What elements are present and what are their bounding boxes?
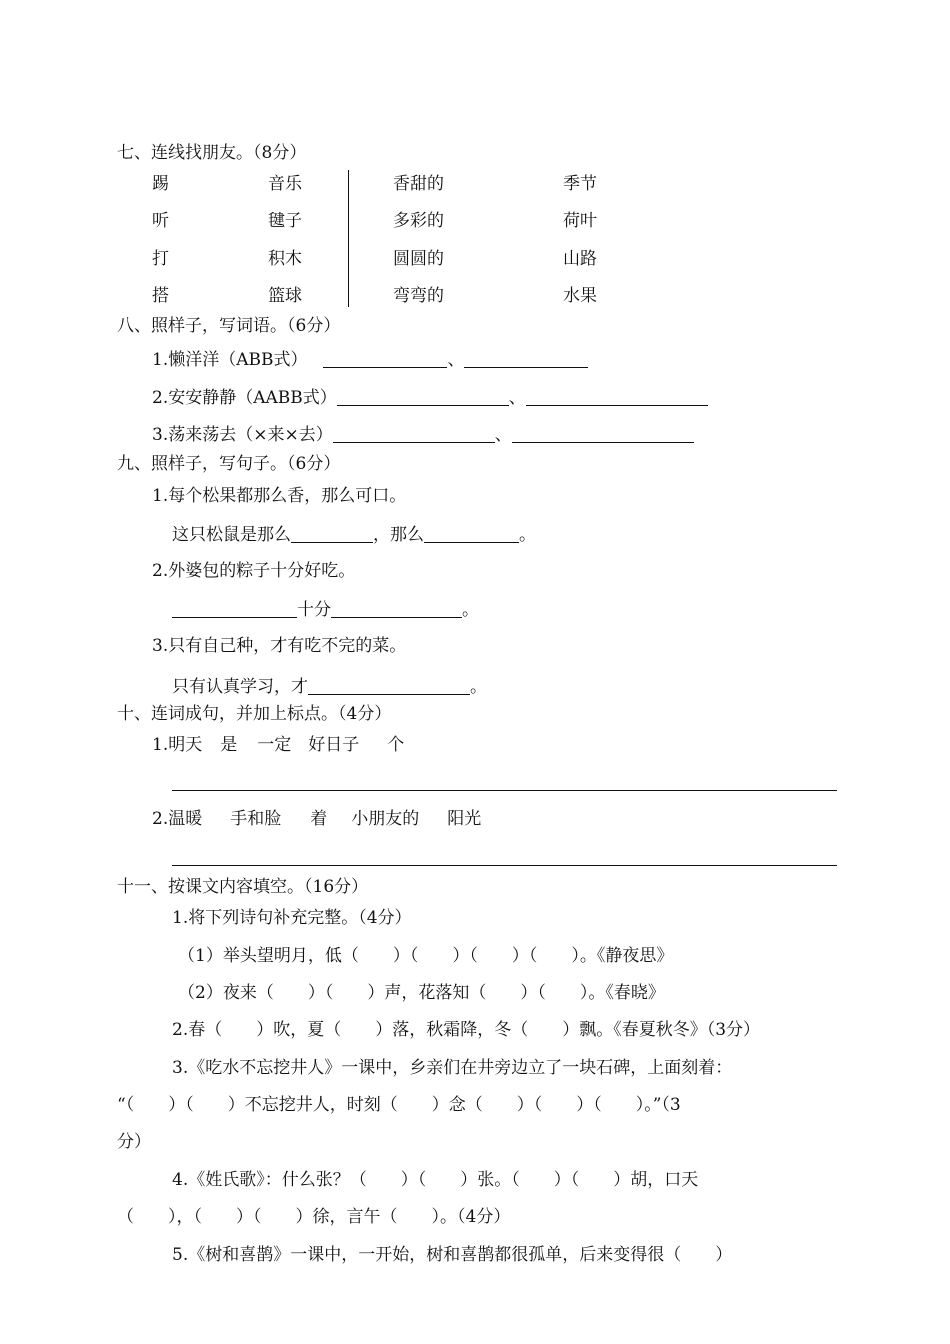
s11-question-3-line-2: “（ ）（ ）不忘挖井人，时刻（ ）念（ ）（ ）（ ）。”（3: [117, 1095, 681, 1115]
column-divider: [348, 170, 349, 307]
s9-a2-middle: 十分: [297, 600, 331, 620]
section-11-title: 十一、按课文内容填空。（16分）: [117, 877, 369, 897]
separator: 、: [508, 388, 526, 408]
answer-blank[interactable]: [337, 388, 509, 406]
s8-question-1: [152, 350, 588, 369]
s9-a1-prefix: 这只松鼠是那么: [172, 525, 291, 545]
word-token: 好日子: [308, 735, 360, 755]
question-number: 2.: [152, 809, 169, 829]
answer-blank[interactable]: [464, 350, 588, 368]
word-token: 温暖: [168, 809, 203, 829]
s9-example-3: 3.只有自己种，才有吃不完的菜。: [152, 636, 407, 656]
section-10-title: 十、连词成句，并加上标点。（4分）: [117, 704, 392, 724]
s9-a1-end: 。: [519, 525, 536, 545]
section-9-title: 九、照样子，写句子。（6分）: [117, 454, 341, 474]
answer-blank[interactable]: [172, 600, 297, 618]
poem-line-2: （2）夜来（ ）（ ）声，花落知（ ）（ ）。《春晓》: [178, 983, 665, 1003]
s11-question-3-line-1: 3.《吃水不忘挖井人》一课中，乡亲们在井旁边立了一块石碑，上面刻着：: [172, 1058, 733, 1078]
word-token: 阳光: [447, 809, 482, 829]
answer-line[interactable]: [172, 865, 837, 866]
s9-example-2: 2.外婆包的粽子十分好吃。: [152, 561, 356, 581]
s8-q2-prompt: 2.安安静静（AABB式）: [152, 388, 337, 408]
s8-question-2: [152, 388, 708, 407]
answer-blank[interactable]: [308, 677, 470, 695]
answer-line[interactable]: [172, 790, 837, 791]
s11-question-4-line-2: （ ），（ ）（ ）徐，言午（ ）。（4分）: [117, 1207, 511, 1227]
answer-blank[interactable]: [323, 350, 447, 368]
poem-line-1: （1）举头望明月，低（ ）（ ）（ ）（ ）。《静夜思》: [178, 946, 674, 966]
section-8-title: 八、照样子，写词语。（6分）: [117, 316, 341, 336]
match-object-3: 积木: [268, 249, 302, 269]
match-object-1: 音乐: [268, 174, 302, 194]
match-adjective-4: 弯弯的: [393, 286, 444, 306]
separator: 、: [494, 425, 512, 445]
s10-question-2: [152, 811, 481, 828]
match-noun-2: 荷叶: [563, 211, 597, 231]
word-token: 着: [310, 809, 328, 829]
match-verb-4: 搭: [152, 286, 169, 306]
word-token: 手和脸: [230, 809, 282, 829]
s8-question-3: [152, 425, 694, 444]
word-token: 是: [220, 735, 238, 755]
answer-blank[interactable]: [526, 388, 708, 406]
s11-question-3-line-3: 分）: [117, 1132, 151, 1152]
match-adjective-3: 圆圆的: [393, 249, 444, 269]
s9-answer-3: [172, 677, 487, 696]
match-object-2: 毽子: [268, 211, 302, 231]
s9-a3-end: 。: [470, 677, 487, 697]
answer-blank[interactable]: [424, 525, 519, 543]
s9-example-1: 1.每个松果都那么香，那么可口。: [152, 486, 407, 506]
s9-a1-middle: ，那么: [373, 525, 424, 545]
s9-answer-2: [172, 600, 479, 619]
answer-blank[interactable]: [291, 525, 373, 543]
s11-question-4-line-1: 4.《姓氏歌》：什么张？（ ）（ ）张。（ ）（ ）胡，口天: [172, 1170, 699, 1190]
s11-question-5: 5.《树和喜鹊》一课中，一开始，树和喜鹊都很孤单，后来变得很（ ）: [172, 1245, 733, 1265]
match-noun-3: 山路: [563, 249, 597, 269]
match-adjective-2: 多彩的: [393, 211, 444, 231]
word-token: 一定: [257, 735, 292, 755]
s9-answer-1: [172, 525, 536, 544]
answer-blank[interactable]: [331, 600, 462, 618]
question-number: 1.: [152, 735, 169, 755]
s8-q3-prompt: 3.荡来荡去（×来×去）: [152, 425, 333, 445]
match-verb-1: 踢: [152, 174, 169, 194]
s9-a2-end: 。: [462, 600, 479, 620]
match-noun-4: 水果: [563, 286, 597, 306]
word-token: 明天: [168, 735, 203, 755]
answer-blank[interactable]: [512, 425, 694, 443]
match-adjective-1: 香甜的: [393, 174, 444, 194]
word-token: 个: [387, 735, 405, 755]
s11-question-2: 2.春（ ）吹，夏（ ）落，秋霜降，冬（ ）飘。《春夏秋冬》（3分）: [172, 1020, 761, 1040]
answer-blank[interactable]: [333, 425, 495, 443]
section-7-title: 七、连线找朋友。（8分）: [117, 143, 307, 163]
match-object-4: 篮球: [268, 286, 302, 306]
s8-q1-prompt: 1.懒洋洋（ABB式）: [152, 350, 308, 370]
separator: 、: [447, 350, 465, 370]
match-noun-1: 季节: [563, 174, 597, 194]
s10-question-1: [152, 737, 404, 754]
word-token: 小朋友的: [351, 809, 420, 829]
match-verb-3: 打: [152, 249, 169, 269]
match-verb-2: 听: [152, 211, 169, 231]
s11-question-1: 1.将下列诗句补充完整。（4分）: [172, 908, 412, 928]
s9-a3-prefix: 只有认真学习，才: [172, 677, 308, 697]
